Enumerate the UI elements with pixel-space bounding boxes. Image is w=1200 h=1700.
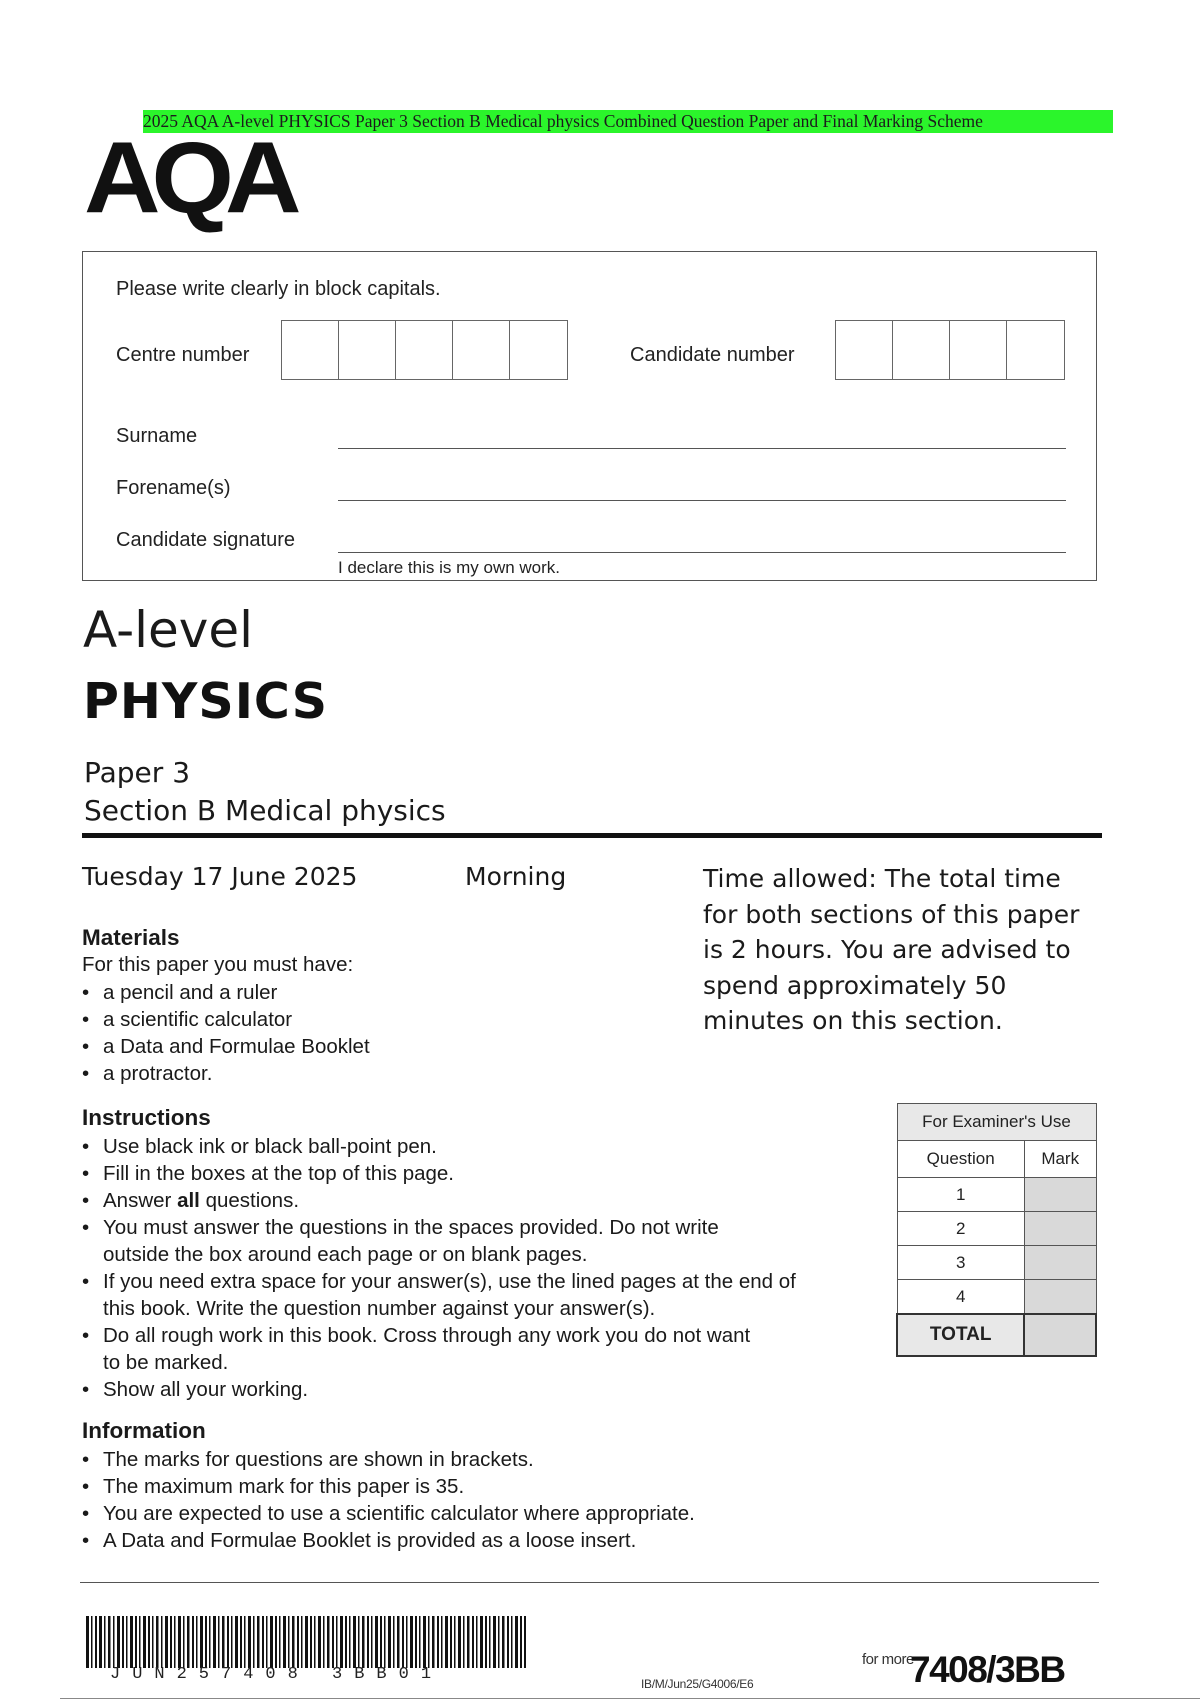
paper-code: 7408/3BB [910,1649,1065,1690]
watermark-text: for more [862,1651,914,1668]
mark-column-header: Mark [1024,1141,1096,1178]
materials-intro: For this paper you must have: [82,953,354,976]
paper-number: Paper 3 [84,756,191,789]
centre-number-digit[interactable] [510,321,567,379]
list-item: • a pencil and a ruler [82,979,370,1006]
subject-title: PHYSICS [83,673,329,730]
centre-number-digit[interactable] [339,321,396,379]
list-item: • The marks for questions are shown in brackets. [82,1446,695,1473]
exam-session: Morning [465,862,567,891]
list-item-text: Do all rough work in this book. Cross through any work you do not want [103,1324,751,1347]
mark-cell [1024,1280,1096,1315]
document-reference: IB/M/Jun25/G4006/E6 [641,1677,754,1691]
list-item [82,1187,796,1214]
aqa-logo: AQA [84,122,293,235]
materials-heading: Materials [82,925,180,950]
declaration-text: I declare this is my own work. [338,558,561,577]
candidate-number-digit[interactable] [836,321,893,379]
list-item [82,1268,796,1322]
forenames-line[interactable] [338,500,1066,501]
list-item-text: You must answer the questions in the spaces provided. Do not write [103,1216,719,1239]
examiner-use-table [896,1103,1097,1357]
centre-number-digit[interactable] [282,321,339,379]
list-item: • A Data and Formulae Booklet is provided as a loose insert. [82,1527,695,1554]
candidate-number-field[interactable] [835,320,1065,380]
heading-divider [82,833,1102,838]
forenames-label: Forename(s) [116,477,231,499]
surname-label: Surname [116,425,198,447]
barcode-text: JUN257408 3BB01 [110,1665,444,1684]
total-mark-cell [1024,1314,1096,1356]
list-item: • a scientific calculator [82,1006,370,1033]
centre-number-label: Centre number [116,344,250,366]
footer-divider [80,1582,1099,1583]
list-item: • a protractor. [82,1060,370,1087]
mark-cell [1024,1246,1096,1280]
candidate-number-label: Candidate number [630,344,795,366]
examiner-table-title: For Examiner's Use [897,1104,1096,1141]
time-allowed: Time allowed: The total time for both sections of this paper is 2 hours. You are advised to spend approximately 50 minutes on this section. [703,864,1080,1035]
list-item: • The maximum mark for this paper is 35. [82,1473,695,1500]
instructions-list [82,1133,796,1403]
mark-cell [1024,1178,1096,1212]
centre-number-digit[interactable] [453,321,510,379]
question-number: 4 [897,1280,1024,1315]
list-item-text: outside the box around each page or on blank pages. [103,1243,588,1266]
qualification-level: A-level [83,601,254,659]
centre-number-field[interactable] [281,320,568,380]
page-bottom-rule [60,1698,1200,1699]
title-banner: 2025 AQA A-level PHYSICS Paper 3 Section B Medical physics Combined Question Paper and Final Marking Scheme [143,110,1113,133]
question-number: 3 [897,1246,1024,1280]
candidate-number-digit[interactable] [950,321,1007,379]
block-capitals-instruction: Please write clearly in block capitals. [116,278,441,300]
exam-date: Tuesday 17 June 2025 [82,862,358,891]
information-heading: Information [82,1418,206,1443]
centre-number-digit[interactable] [396,321,453,379]
total-label: TOTAL [897,1314,1024,1356]
emphasis-all: all [177,1189,200,1212]
list-item: • You are expected to use a scientific calculator where appropriate. [82,1500,695,1527]
candidate-number-digit[interactable] [893,321,950,379]
candidate-number-digit[interactable] [1007,321,1064,379]
list-item-text: to be marked. [103,1351,229,1374]
list-item-text: questions. [205,1189,300,1212]
list-item: • Use black ink or black ball-point pen. [82,1133,796,1160]
list-item [82,1322,796,1376]
list-item-text: If you need extra space for your answer(s), use the lined pages at the end of [103,1270,796,1293]
information-list [82,1446,695,1554]
list-item-text: Answer [103,1189,172,1212]
instructions-heading: Instructions [82,1105,211,1130]
list-item: • Show all your working. [82,1376,796,1403]
materials-list [82,979,370,1087]
list-item: • Fill in the boxes at the top of this page. [82,1160,796,1187]
signature-label: Candidate signature [116,529,296,551]
mark-cell [1024,1212,1096,1246]
surname-line[interactable] [338,448,1066,449]
list-item [82,1214,796,1268]
section-title: Section B Medical physics [84,794,446,827]
barcode [86,1616,526,1668]
signature-line[interactable] [338,552,1066,553]
question-number: 1 [897,1178,1024,1212]
question-column-header: Question [897,1141,1024,1178]
list-item-text: this book. Write the question number against your answer(s). [103,1297,656,1320]
list-item: • a Data and Formulae Booklet [82,1033,370,1060]
question-number: 2 [897,1212,1024,1246]
